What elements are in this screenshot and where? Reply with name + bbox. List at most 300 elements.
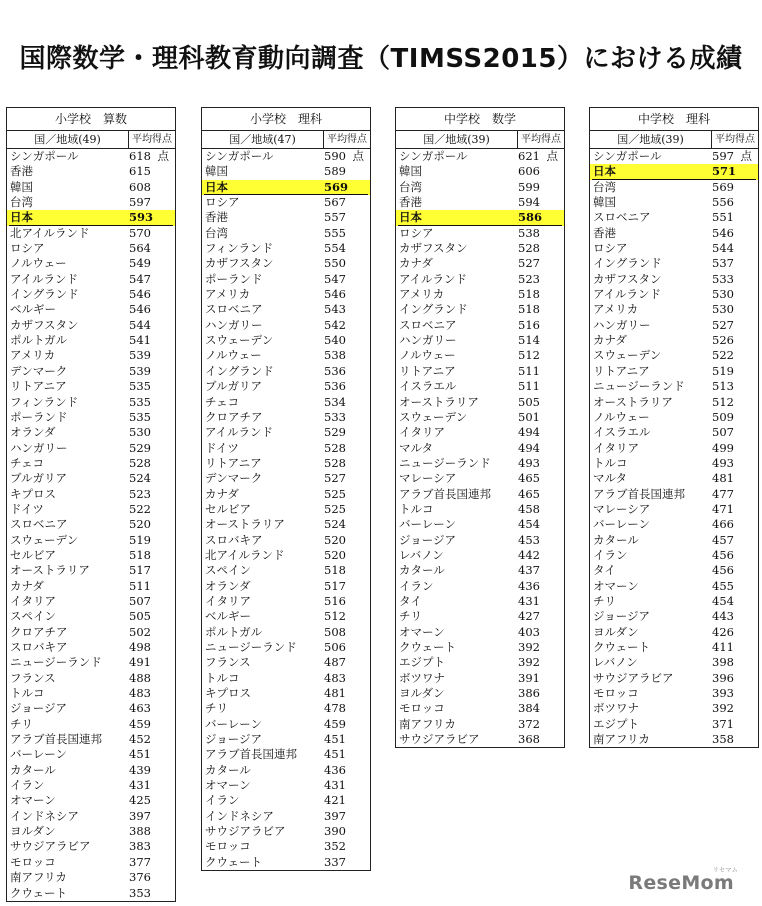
country-name: リトアニア (593, 363, 650, 378)
table-row (396, 717, 564, 732)
country-name: マルタ (593, 471, 628, 486)
table-header: 中学校 数学 (396, 108, 564, 131)
average-score: 499 (712, 440, 734, 455)
country-name: キプロス (205, 686, 251, 701)
average-score: 451 (129, 747, 151, 762)
average-score: 608 (129, 179, 151, 194)
table-row (396, 318, 564, 333)
table-row (590, 410, 758, 425)
average-score: 528 (324, 440, 346, 455)
country-name: ロシア (10, 241, 45, 256)
country-name: ノルウェー (399, 348, 456, 363)
average-score: 536 (324, 363, 346, 378)
average-score: 505 (129, 609, 151, 624)
average-score: 530 (712, 287, 734, 302)
average-score: 570 (129, 225, 151, 240)
country-name: フィンランド (10, 394, 79, 409)
average-score: 527 (518, 256, 540, 271)
average-score: 529 (324, 425, 346, 440)
country-name: 韓国 (399, 164, 422, 179)
average-score: 538 (518, 225, 540, 240)
average-score: 542 (324, 317, 346, 332)
average-score: 493 (712, 455, 734, 470)
table-row (590, 548, 758, 563)
average-score: 397 (129, 808, 151, 823)
table-row (7, 671, 175, 686)
table-row (590, 302, 758, 317)
country-name: ハンガリー (399, 333, 457, 348)
country-name: カタール (593, 532, 639, 547)
average-score: 543 (324, 302, 346, 317)
table-row (202, 839, 370, 854)
average-score: 459 (324, 716, 346, 731)
table-row (202, 594, 370, 609)
average-score: 535 (129, 379, 151, 394)
country-name: シンガポール (399, 149, 468, 163)
table-row (396, 625, 564, 640)
column-header-country: 国／地域(47) (202, 131, 324, 148)
table-row (7, 302, 175, 317)
country-name: 南アフリカ (10, 870, 67, 885)
average-score: 368 (518, 732, 540, 747)
average-score: 518 (518, 302, 540, 317)
column-header-country: 国／地域(39) (590, 131, 712, 148)
table-row (396, 164, 564, 179)
country-name: ハンガリー (205, 317, 263, 332)
country-name: スロベニア (205, 302, 263, 317)
country-name: カナダ (399, 256, 433, 271)
country-name: 日本 (10, 210, 33, 225)
average-score: 586 (518, 210, 543, 225)
average-score: 455 (712, 578, 734, 593)
country-name: ベルギー (10, 302, 56, 317)
country-name: スペイン (10, 609, 56, 624)
table-row (590, 717, 758, 732)
country-name: スロベニア (10, 517, 68, 532)
average-score: 511 (518, 379, 540, 394)
table-row (202, 855, 370, 870)
country-name: イングランド (10, 287, 79, 302)
table-row (7, 226, 175, 241)
average-score: 621 (518, 149, 540, 163)
table-row (396, 302, 564, 317)
country-name: チェコ (205, 394, 240, 409)
table-row (590, 425, 758, 440)
average-score: 453 (518, 532, 540, 547)
average-score: 431 (324, 778, 346, 793)
table-row (202, 609, 370, 624)
table-row (202, 441, 370, 456)
table-row (7, 149, 175, 164)
average-score: 530 (712, 302, 734, 317)
average-score: 392 (518, 655, 540, 670)
country-name: アメリカ (399, 287, 445, 302)
country-name: スウェーデン (10, 532, 79, 547)
average-score: 517 (129, 563, 151, 578)
table-row (590, 210, 758, 225)
average-score: 463 (129, 701, 151, 716)
country-name: インドネシア (205, 808, 274, 823)
table-row (202, 487, 370, 502)
average-score: 567 (324, 195, 346, 210)
average-score: 512 (712, 394, 734, 409)
average-score: 459 (129, 716, 151, 731)
average-score: 593 (129, 210, 154, 225)
average-score: 599 (518, 179, 540, 194)
country-name: フランス (205, 655, 251, 670)
average-score: 392 (712, 701, 734, 716)
country-name: ジョージア (399, 532, 457, 547)
logo-sup-text: リセマム (712, 867, 738, 874)
table-row (7, 241, 175, 256)
average-score: 556 (712, 195, 734, 210)
average-score: 403 (518, 624, 540, 639)
average-score: 544 (712, 241, 734, 256)
table-row (202, 471, 370, 486)
table-elementary-math (6, 107, 176, 902)
country-name: ポルトガル (205, 624, 263, 639)
table-row (7, 686, 175, 701)
country-name: ヨルダン (10, 824, 56, 839)
country-name: シンガポール (10, 149, 79, 163)
average-score: 514 (518, 333, 540, 348)
table-row (590, 701, 758, 716)
average-score: 557 (324, 210, 346, 225)
country-name: 香港 (399, 195, 422, 210)
average-score: 491 (129, 655, 151, 670)
average-score: 547 (129, 271, 151, 286)
average-score: 391 (518, 670, 540, 685)
country-name: ボツワナ (593, 701, 639, 716)
average-score: 516 (324, 593, 346, 608)
table-row (590, 655, 758, 670)
country-name: 台湾 (593, 179, 616, 194)
average-score: 352 (324, 839, 346, 854)
table-row (202, 333, 370, 348)
column-header-row (202, 131, 370, 149)
table-row (202, 348, 370, 363)
table-row-highlighted (396, 210, 564, 225)
table-row (7, 855, 175, 870)
table-row (396, 272, 564, 287)
table-row (202, 701, 370, 716)
table-row (396, 579, 564, 594)
average-score: 392 (518, 640, 540, 654)
average-score: 436 (518, 578, 540, 593)
country-name: セルビア (205, 501, 251, 516)
table-row (202, 210, 370, 225)
country-name: サウジアラビア (205, 824, 286, 839)
average-score: 425 (129, 793, 151, 808)
score-unit: 点 (157, 149, 169, 163)
country-name: ロシア (399, 225, 434, 240)
country-name: セルビア (10, 547, 56, 562)
country-name: カザフスタン (593, 271, 662, 286)
table-header: 小学校 算数 (7, 108, 175, 131)
table-row (590, 333, 758, 348)
country-name: アイルランド (10, 271, 78, 286)
table-row (590, 256, 758, 271)
table-row (396, 655, 564, 670)
table-row (396, 533, 564, 548)
country-name: バーレーン (10, 747, 68, 762)
country-name: マレーシア (399, 471, 457, 486)
table-row (7, 594, 175, 609)
average-score: 546 (712, 225, 734, 240)
country-name: アラブ首長国連邦 (593, 486, 685, 501)
country-name: クウェート (10, 885, 68, 900)
average-score: 539 (129, 363, 151, 378)
country-name: シンガポール (205, 149, 274, 163)
average-score: 618 (129, 149, 151, 163)
country-name: リトアニア (205, 455, 262, 470)
average-score: 443 (712, 609, 734, 624)
average-score: 498 (129, 640, 151, 654)
average-score: 519 (129, 532, 151, 547)
average-score: 571 (712, 164, 737, 179)
average-score: 442 (518, 547, 540, 562)
country-name: イラン (593, 547, 628, 562)
table-row (202, 579, 370, 594)
country-name: アメリカ (10, 348, 56, 363)
country-name: エジプト (399, 655, 445, 670)
table-row (396, 471, 564, 486)
average-score: 511 (518, 363, 540, 378)
table-row (7, 287, 175, 302)
average-score: 388 (129, 824, 151, 839)
country-name: イスラエル (399, 379, 457, 394)
average-score: 393 (712, 686, 734, 701)
table-row (396, 410, 564, 425)
table-row (396, 379, 564, 394)
country-name: アラブ首長国連邦 (399, 486, 491, 501)
table-row (7, 272, 175, 287)
country-name: ブルガリア (10, 471, 68, 486)
country-name: デンマーク (10, 363, 68, 378)
average-score: 451 (324, 747, 346, 762)
table-row (202, 318, 370, 333)
country-name: ニュージーランド (10, 655, 102, 670)
country-name: トルコ (399, 501, 434, 516)
table-row (7, 395, 175, 410)
average-score: 457 (712, 532, 734, 547)
average-score: 383 (129, 839, 151, 854)
average-score: 456 (712, 547, 734, 562)
average-score: 589 (324, 164, 346, 179)
country-name: リトアニア (399, 363, 456, 378)
table-row (202, 732, 370, 747)
average-score: 519 (712, 363, 734, 378)
country-name: オーストラリア (399, 394, 479, 409)
average-score: 436 (324, 762, 346, 777)
average-score: 564 (129, 241, 151, 256)
country-name: ポーランド (205, 271, 263, 286)
country-name: ノルウェー (10, 256, 67, 271)
average-score: 508 (324, 624, 346, 639)
table-row (396, 149, 564, 164)
table-row (396, 395, 564, 410)
country-name: オマーン (205, 778, 251, 793)
country-name: イタリア (399, 425, 445, 440)
country-name: アメリカ (593, 302, 639, 317)
table-row (202, 456, 370, 471)
country-name: ノルウェー (205, 348, 262, 363)
country-name: イングランド (205, 363, 274, 378)
country-name: 台湾 (205, 225, 228, 240)
country-name: オマーン (399, 624, 445, 639)
average-score: 533 (712, 271, 734, 286)
table-row (396, 517, 564, 532)
country-name: スロバキア (10, 640, 68, 654)
average-score: 528 (324, 455, 346, 470)
country-name: スウェーデン (593, 348, 662, 363)
country-name: イングランド (593, 256, 662, 271)
average-score: 520 (129, 517, 151, 532)
country-name: ブルガリア (205, 379, 263, 394)
table-row (7, 487, 175, 502)
table-row (202, 226, 370, 241)
average-score: 569 (712, 179, 734, 194)
average-score: 546 (129, 287, 151, 302)
country-name: オーストラリア (10, 563, 90, 578)
average-score: 454 (518, 517, 540, 532)
average-score: 466 (712, 517, 734, 532)
average-score: 569 (324, 179, 349, 194)
country-name: ニュージーランド (399, 455, 491, 470)
table-row (7, 763, 175, 778)
average-score: 540 (324, 333, 346, 348)
table-row (590, 563, 758, 578)
country-name: ポルトガル (10, 333, 68, 348)
country-name: バーレーン (205, 716, 263, 731)
average-score: 523 (518, 271, 540, 286)
column-header-score: 平均得点 (132, 134, 172, 145)
average-score: 501 (518, 409, 540, 424)
average-score: 615 (129, 164, 151, 179)
average-score: 590 (324, 149, 346, 163)
country-name: アラブ首長国連邦 (205, 747, 297, 762)
average-score: 478 (324, 701, 346, 716)
table-row (590, 579, 758, 594)
table-row (7, 333, 175, 348)
average-score: 539 (129, 348, 151, 363)
table-row (590, 456, 758, 471)
country-name: レバノン (593, 655, 638, 670)
table-row (202, 364, 370, 379)
country-name: アイルランド (205, 425, 273, 440)
table-junior-high-math (395, 107, 565, 748)
country-name: リトアニア (10, 379, 67, 394)
table-row (202, 149, 370, 164)
country-name: ハンガリー (593, 317, 651, 332)
country-name: ロシア (593, 241, 628, 256)
country-name: イラン (10, 778, 45, 793)
country-name: ドイツ (10, 501, 44, 516)
average-score: 471 (712, 501, 734, 516)
average-score: 494 (518, 440, 540, 455)
country-name: ベルギー (205, 609, 251, 624)
table-row (202, 241, 370, 256)
table-row (7, 824, 175, 839)
country-name: カザフスタン (205, 256, 274, 271)
table-row (590, 471, 758, 486)
table-row (7, 701, 175, 716)
country-name: カタール (205, 762, 251, 777)
country-name: アラブ首長国連邦 (10, 732, 102, 747)
table-row (590, 502, 758, 517)
average-score: 597 (712, 149, 734, 163)
country-name: フランス (10, 670, 56, 685)
country-name: カナダ (593, 333, 627, 348)
logo-text: ReseMom (628, 872, 734, 894)
average-score: 505 (518, 394, 540, 409)
country-name: オランダ (205, 578, 251, 593)
average-score: 427 (518, 609, 540, 624)
country-name: イスラエル (593, 425, 651, 440)
average-score: 376 (129, 870, 151, 885)
table-row (202, 533, 370, 548)
resemom-logo (628, 867, 738, 894)
table-row (590, 395, 758, 410)
country-name: オーストラリア (205, 517, 285, 532)
country-name: シンガポール (593, 149, 662, 163)
country-name: クロアチア (10, 624, 68, 639)
table-row-highlighted (202, 180, 370, 195)
country-name: ポーランド (10, 409, 68, 424)
table-row (396, 487, 564, 502)
table-row (7, 655, 175, 670)
country-name: バーレーン (399, 517, 457, 532)
country-name: レバノン (399, 547, 444, 562)
table-row (202, 517, 370, 532)
country-name: サウジアラビア (399, 732, 480, 747)
table-header: 中学校 理科 (590, 108, 758, 131)
table-row (202, 793, 370, 808)
average-score: 518 (129, 547, 151, 562)
table-row (396, 348, 564, 363)
country-name: オマーン (593, 578, 639, 593)
average-score: 481 (324, 686, 346, 701)
average-score: 488 (129, 670, 151, 685)
table-row (202, 686, 370, 701)
average-score: 530 (129, 425, 151, 440)
table-row (202, 809, 370, 824)
country-name: タイ (593, 563, 616, 578)
table-row (7, 625, 175, 640)
table-junior-high-science (589, 107, 759, 748)
country-name: ジョージア (205, 732, 263, 747)
average-score: 458 (518, 501, 540, 516)
average-score: 398 (712, 655, 734, 670)
average-score: 524 (324, 517, 346, 532)
table-row (7, 425, 175, 440)
country-name: マレーシア (593, 501, 651, 516)
column-header-country: 国／地域(39) (396, 131, 518, 148)
country-name: カナダ (10, 578, 44, 593)
average-score: 535 (129, 394, 151, 409)
average-score: 483 (129, 686, 151, 701)
table-row (202, 302, 370, 317)
average-score: 431 (518, 593, 540, 608)
score-unit: 点 (546, 149, 558, 163)
average-score: 522 (129, 501, 151, 516)
average-score: 451 (324, 732, 346, 747)
table-row (396, 256, 564, 271)
table-row (7, 164, 175, 179)
country-name: 南アフリカ (593, 732, 650, 747)
country-name: カザフスタン (10, 317, 79, 332)
country-name: スペイン (205, 563, 251, 578)
